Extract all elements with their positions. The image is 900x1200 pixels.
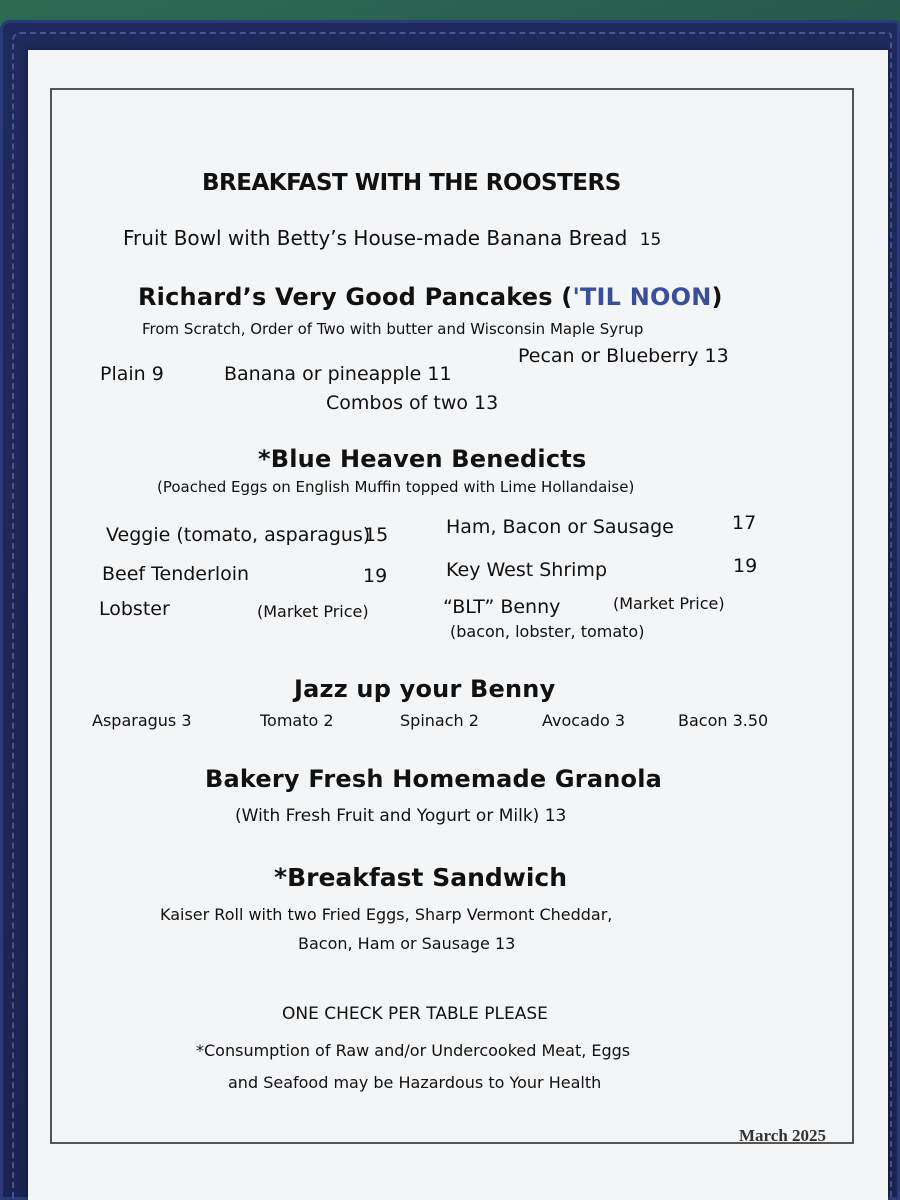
- pancakes-banana: Banana or pineapple 11: [224, 363, 452, 385]
- benedict-ham-price: 17: [732, 512, 757, 534]
- benedict-lobster-price: (Market Price): [257, 602, 369, 621]
- jazz-spinach: Spinach 2: [400, 711, 479, 730]
- benedict-veggie-label: Veggie (tomato, asparagus): [106, 524, 371, 546]
- fruit-bowl-price: 15: [639, 230, 662, 250]
- til-noon-accent: 'TIL NOON: [572, 283, 712, 311]
- granola-heading: Bakery Fresh Homemade Granola: [205, 765, 663, 793]
- warning-line-1: *Consumption of Raw and/or Undercooked Meat, Eggs: [196, 1041, 631, 1060]
- benedict-blt-price: (Market Price): [613, 594, 725, 613]
- fruit-bowl-label: Fruit Bowl with Betty’s House-made Banana Bread: [123, 226, 628, 250]
- check-note: ONE CHECK PER TABLE PLEASE: [282, 1004, 548, 1024]
- menu-title: BREAKFAST WITH THE ROOSTERS: [202, 170, 621, 196]
- pancakes-description: From Scratch, Order of Two with butter and Wisconsin Maple Syrup: [142, 320, 644, 338]
- benedict-shrimp: Key West Shrimp: [446, 559, 607, 581]
- sandwich-heading: *Breakfast Sandwich: [274, 863, 568, 892]
- jazz-tomato: Tomato 2: [260, 711, 334, 730]
- sandwich-line-2: Bacon, Ham or Sausage 13: [298, 934, 516, 953]
- granola-description: (With Fresh Fruit and Yogurt or Milk) 13: [235, 806, 567, 826]
- benedict-blt-description: (bacon, lobster, tomato): [450, 622, 645, 641]
- warning-line-2: and Seafood may be Hazardous to Your Health: [228, 1073, 602, 1092]
- pancakes-heading: [138, 283, 723, 311]
- pancakes-plain: Plain 9: [100, 363, 164, 385]
- sandwich-line-1: Kaiser Roll with two Fried Eggs, Sharp Vermont Cheddar,: [160, 905, 613, 924]
- jazz-asparagus: Asparagus 3: [92, 711, 192, 730]
- pancakes-heading-text: Richard’s Very Good Pancakes (: [138, 283, 573, 311]
- pancakes-combos: Combos of two 13: [326, 392, 499, 414]
- benedict-veggie-price: 15: [364, 524, 389, 546]
- pancakes-pecan: Pecan or Blueberry 13: [518, 345, 729, 367]
- jazz-heading: Jazz up your Benny: [294, 675, 556, 703]
- benedicts-description: (Poached Eggs on English Muffin topped with Lime Hollandaise): [157, 478, 635, 496]
- benedicts-heading: *Blue Heaven Benedicts: [258, 445, 587, 473]
- jazz-avocado: Avocado 3: [542, 711, 626, 730]
- benedict-lobster: Lobster: [99, 598, 170, 620]
- benedict-shrimp-price: 19: [733, 555, 758, 577]
- menu-date: March 2025: [739, 1126, 827, 1145]
- benedict-blt: “BLT” Benny: [443, 596, 561, 618]
- benedict-veggie: [106, 524, 370, 546]
- pancakes-heading-close: ): [711, 283, 723, 311]
- benedict-ham: Ham, Bacon or Sausage: [446, 516, 674, 538]
- fruit-bowl-item: [123, 226, 661, 250]
- benedict-beef-price: 19: [363, 565, 388, 587]
- benedict-beef: Beef Tenderloin: [102, 563, 250, 585]
- jazz-bacon: Bacon 3.50: [678, 711, 769, 730]
